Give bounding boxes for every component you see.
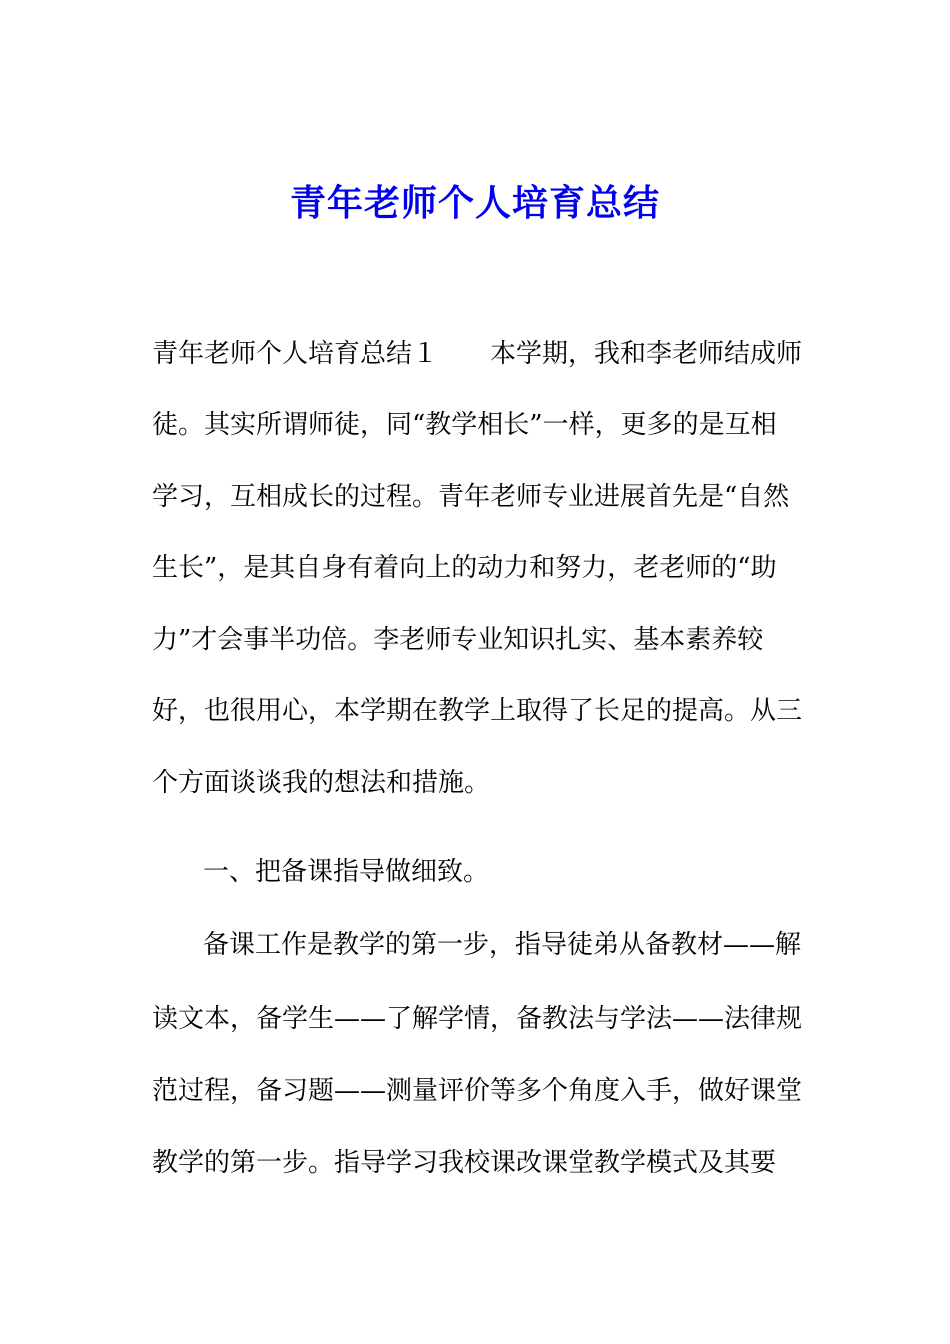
body-line-3: 学习，互相成长的过程。青年老师专业进展首先是“自然 [152,482,790,512]
body-line-8: 备课工作是教学的第一步，指导徒弟从备教材——解 [203,930,802,960]
body-line-9: 读文本，备学生——了解学情，备教法与学法——法律规 [152,1004,803,1034]
body-line-6: 好，也很用心，本学期在教学上取得了长足的提高。从三 [152,696,803,726]
document-title: 青年老师个人培育总结 [289,182,660,224]
body-line-2: 徒。其实所谓师徒，同“教学相长”一样，更多的是互相 [152,410,777,440]
body-line-1: 青年老师个人培育总结１ 本学期，我和李老师结成师 [152,339,803,369]
body-line-7: 个方面谈谈我的想法和措施。 [152,768,491,798]
body-line-5: 力”才会事半功倍。李老师专业知识扎实、基本素养较 [152,625,764,655]
section-heading-1: 一、把备课指导做细致。 [203,857,490,887]
body-line-10: 范过程，备习题——测量评价等多个角度入手，做好课堂 [152,1076,803,1106]
body-line-4: 生长”，是其自身有着向上的动力和努力，老老师的“助 [152,553,777,583]
body-line-11: 教学的第一步。指导学习我校课改课堂教学模式及其要 [152,1148,777,1178]
